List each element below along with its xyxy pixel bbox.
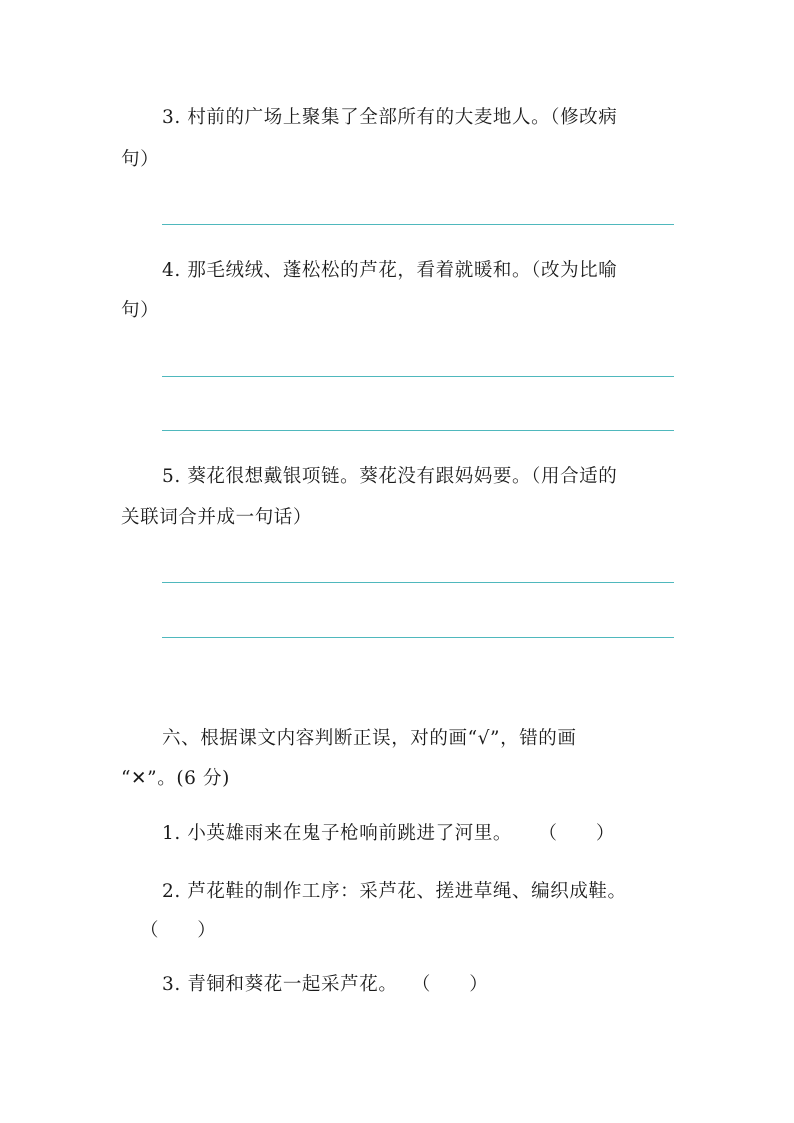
- judge-item-3: [162, 973, 488, 997]
- section6-title-line2: “✕”。(6 分): [121, 768, 230, 789]
- q3-line1: 3. 村前的广场上聚集了全部所有的大麦地人。（修改病: [162, 107, 618, 128]
- q5-line1: 5. 葵花很想戴银项链。葵花没有跟妈妈要。（用合适的: [162, 466, 618, 487]
- answer-line-q5-1: [162, 582, 674, 583]
- q3-line2: 句）: [121, 149, 160, 170]
- judge-item-2-text: 2. 芦花鞋的制作工序：采芦花、搓进草绳、编织成鞋。: [162, 881, 627, 902]
- judge-item-1: [162, 822, 615, 846]
- section6-title-line1: 六、根据课文内容判断正误，对的画“√”，错的画: [162, 728, 577, 749]
- answer-line-q4-2: [162, 430, 674, 431]
- answer-paren[interactable]: （ ）: [140, 920, 217, 941]
- q4-line1: 4. 那毛绒绒、蓬松松的芦花，看着就暖和。（改为比喻: [162, 260, 618, 281]
- q5-line2: 关联词合并成一句话）: [121, 507, 313, 528]
- answer-paren[interactable]: （ ）: [538, 823, 615, 844]
- answer-line-q4-1: [162, 376, 674, 377]
- judge-item-text: 3. 青铜和葵花一起采芦花。: [162, 974, 398, 995]
- answer-line-q5-2: [162, 637, 674, 638]
- judge-item-text: 1. 小英雄雨来在鬼子枪响前跳进了河里。: [162, 823, 513, 844]
- q4-line2: 句）: [121, 300, 160, 321]
- answer-paren[interactable]: （ ）: [411, 974, 489, 995]
- answer-line-q3: [162, 224, 674, 225]
